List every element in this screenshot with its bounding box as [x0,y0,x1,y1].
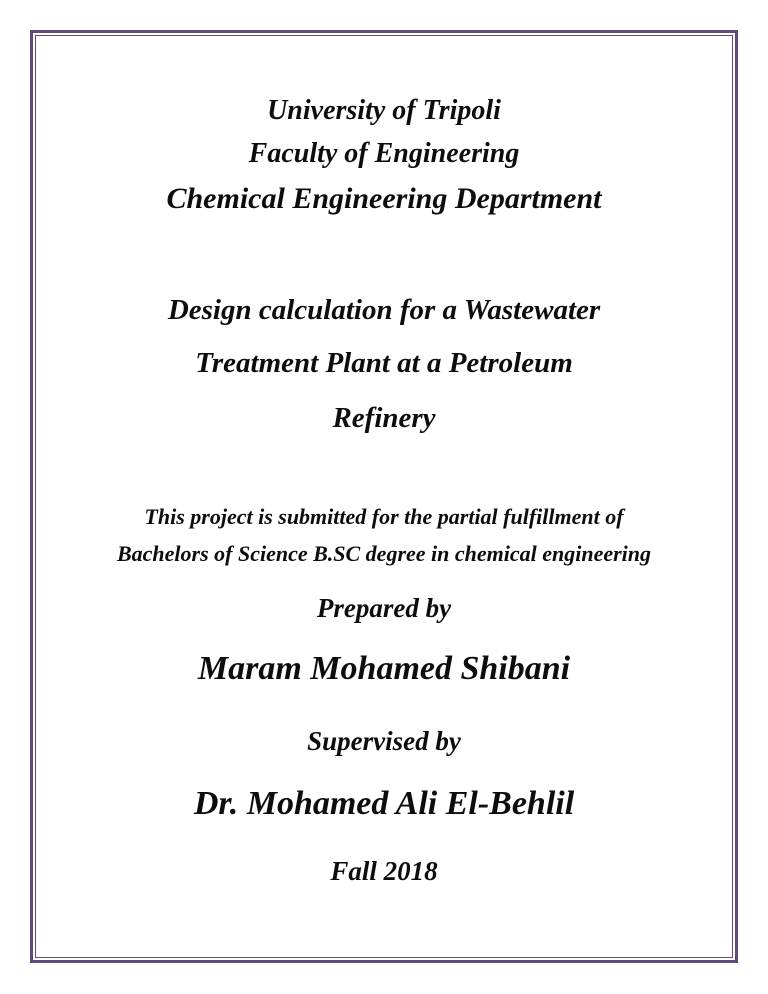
cover-content [36,36,732,957]
department-name: Chemical Engineering Department [166,182,602,215]
project-title-line2: Treatment Plant at a Petroleum [195,347,573,379]
student-name: Maram Mohamed Shibani [197,650,571,687]
submission-statement-line2: Bachelors of Science B.SC degree in chemical engineering [116,541,652,566]
university-name: University of Tripoli [267,95,501,126]
faculty-name: Faculty of Engineering [248,138,520,169]
supervisor-name: Dr. Mohamed Ali El-Behlil [193,785,575,822]
submission-statement-line1: This project is submitted for the partial fulfillment of [144,504,624,529]
project-title-line1: Design calculation for a Wastewater [167,294,601,326]
supervised-by-label: Supervised by [307,726,461,756]
project-title-line3: Refinery [332,402,436,434]
term-label: Fall 2018 [330,856,438,886]
prepared-by-label: Prepared by [316,593,452,623]
